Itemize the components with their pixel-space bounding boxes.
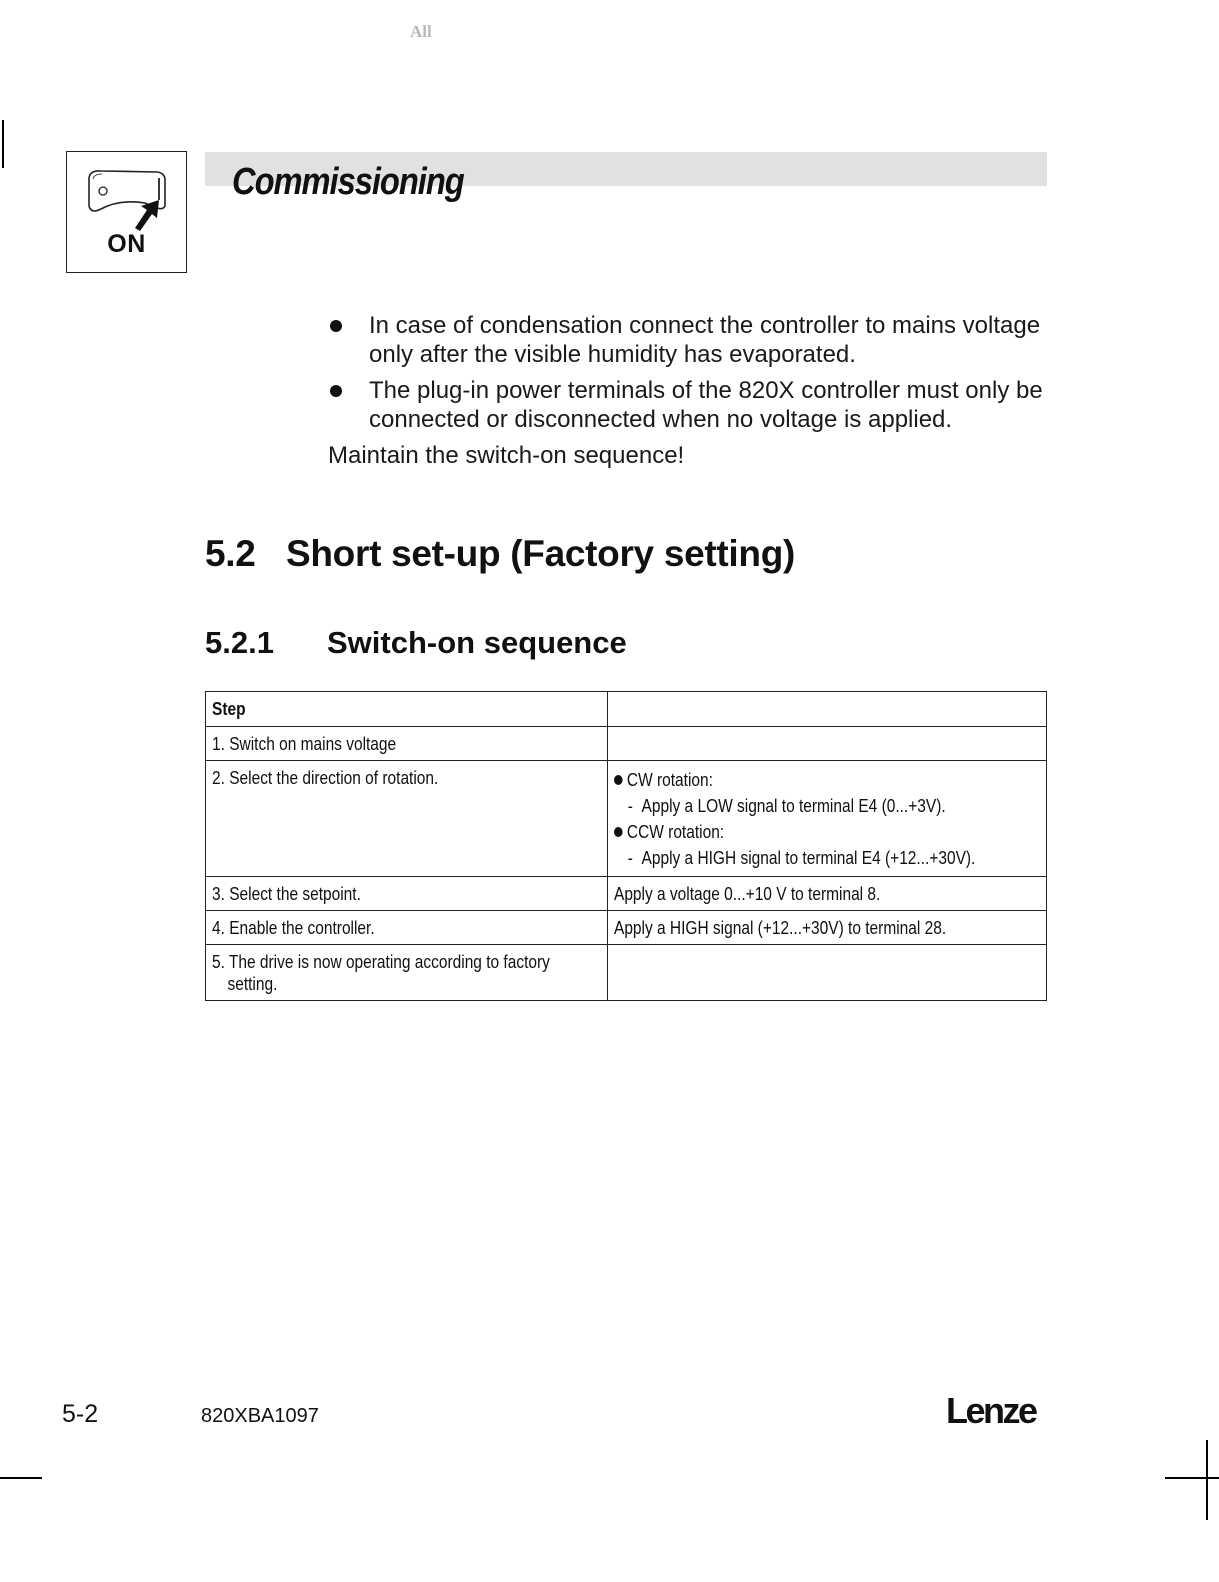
action-cell: Apply a voltage 0...+10 V to terminal 8.: [608, 877, 1047, 911]
page-number: 5-2: [62, 1400, 99, 1428]
lenze-logo: Lenze: [946, 1390, 1036, 1431]
crop-mark-bottom-left: [0, 1477, 42, 1479]
table-header-step: Step: [206, 692, 608, 727]
table-header-row: [206, 692, 1047, 727]
table-row: [206, 945, 1047, 1001]
bullet-item: [328, 376, 1048, 434]
crop-mark-bottom-right-v: [1206, 1440, 1208, 1520]
table-row: [206, 727, 1047, 761]
ccw-rotation-item: CCW rotation:: [614, 819, 724, 845]
subsection-heading: [205, 625, 627, 661]
switch-on-sequence-table: [205, 691, 1047, 1001]
chapter-title: Commissioning: [232, 161, 464, 203]
section-number: 5.2: [205, 533, 256, 574]
section-heading: [205, 533, 795, 575]
sequence-note: Maintain the switch-on sequence!: [328, 442, 685, 469]
bullet-dot-icon: [614, 775, 623, 785]
bullet-dot-icon: [330, 385, 342, 397]
bullet-text: In case of condensation connect the controller to mains voltage only after the visible humidity has evaporated.: [369, 312, 1041, 368]
switch-on-icon: [66, 151, 187, 273]
cw-rotation-detail: - Apply a LOW signal to terminal E4 (0...+3V).: [627, 796, 946, 816]
bullet-text: The plug-in power terminals of the 820X controller must only be connected or disconnected when no voltage is applied.: [369, 377, 1043, 433]
bullet-dot-icon: [330, 320, 342, 332]
document-code: 820XBA1097: [201, 1405, 319, 1427]
bullet-dot-icon: [614, 827, 623, 837]
icon-on-label: ON: [107, 230, 146, 258]
table-row: [206, 911, 1047, 945]
table-row: [206, 877, 1047, 911]
step-cell: 5. The drive is now operating according to factory setting.: [206, 945, 608, 1001]
action-cell: [608, 945, 1047, 1001]
action-cell: Apply a HIGH signal (+12...+30V) to terminal 28.: [608, 911, 1047, 945]
ccw-rotation-detail: - Apply a HIGH signal to terminal E4 (+12...+30V).: [627, 848, 976, 868]
cw-rotation-item: CW rotation:: [614, 767, 713, 793]
subsection-title: Switch-on sequence: [327, 625, 627, 660]
crop-mark-top-left: [2, 120, 4, 168]
subsection-number: 5.2.1: [205, 625, 274, 660]
running-head: All: [410, 22, 432, 41]
section-title: Short set-up (Factory setting): [286, 533, 796, 574]
table-row: [206, 761, 1047, 877]
step-cell: 2. Select the direction of rotation.: [206, 761, 608, 877]
action-cell: [608, 761, 1047, 877]
step-cell: 4. Enable the controller.: [206, 911, 608, 945]
power-switch-icon: [79, 162, 175, 232]
action-cell: [608, 727, 1047, 761]
step-cell: 1. Switch on mains voltage: [206, 727, 608, 761]
crop-mark-bottom-right-h: [1165, 1477, 1219, 1479]
table-header-action: [608, 692, 1047, 727]
step-cell: 3. Select the setpoint.: [206, 877, 608, 911]
bullet-list: [328, 311, 1048, 470]
bullet-item: [328, 311, 1048, 369]
